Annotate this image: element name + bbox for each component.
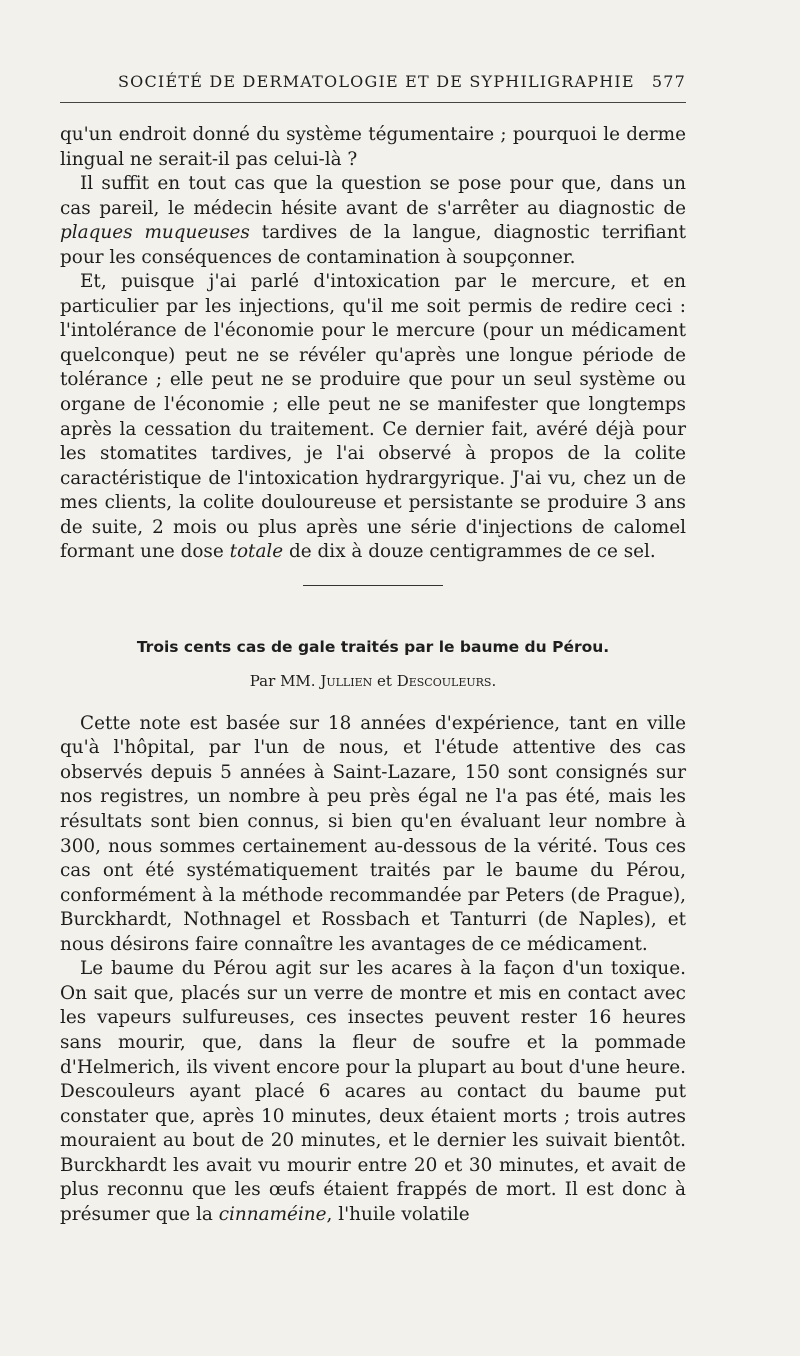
author-name: Jullien [320,671,373,690]
paragraph [60,957,686,1227]
paragraph [60,123,686,172]
paragraph [60,172,686,270]
byline [60,672,686,690]
paragraph-text: Il suffit en tout cas que la question se pose pour que, dans un cas pareil, le médecin hésite avant de s'arrêter au diagnostic de [60,173,686,219]
page [60,72,686,1227]
paragraph-text: Cette note est basée sur 18 années d'expérience, tant en ville qu'à l'hôpital, par l'un de nous, et l'étude attentive des cas observés depuis 5 années à Saint-Lazare, 150 sont consignés sur nos registres, un nombre à peu près égal ne l'a pas été, mais les résultats sont bien connus, si bien qu'en évaluant leur nombre à 300, nous sommes certainement au-dessous de la vérité. Tous ces cas ont été systématiquement traités par le baume du Pérou, conformément à la méthode recommandée par Peters (de Prague), Burckhardt, Nothnagel et Rossbach et Tanturri (de Naples), et nous désirons faire connaître les avantages de ce médicament. [60,712,686,955]
article-title: Trois cents cas de gale traités par le baume du Pérou. [136,637,610,656]
emphasis: totale [229,541,284,563]
byline-conjunction: et [377,671,392,690]
paragraph [60,270,686,565]
author-name: Descouleurs. [396,671,497,690]
paragraph-text: , l'huile volatile [326,1203,470,1225]
byline-prefix: Par MM. [249,671,316,690]
running-header-title: SOCIÉTÉ DE DERMATOLOGIE ET DE SYPHILIGRAPHIE [118,72,635,91]
paragraph-text: Et, puisque j'ai parlé d'intoxication par le mercure, et en particulier par les injections, qu'il me soit permis de redire ceci : l'intolérance de l'économie pour le mercure (pour un médicament quelconque) peut ne se révéler qu'après une longue période de tolérance ; elle peut ne se produire que pour un seul système ou organe de l'économie ; elle peut ne se manifester que longtemps après la cessation du traitement. Ce dernier fait, avéré déjà pour les stomatites tardives, je l'ai observé à propos de la colite caractéristique de l'intoxication hydrargyrique. J'ai vu, chez un de mes clients, la colite douloureuse et persistante se produire 3 ans de suite, 2 mois ou plus après une série d'injections de calomel formant une dose [60,271,686,563]
paragraph-text: de dix à douze centigrammes de ce sel. [283,541,656,563]
emphasis: plaques muqueuses [60,222,250,244]
section-separator [303,585,443,586]
running-header [60,72,686,98]
paragraph-text: Le baume du Pérou agit sur les acares à la façon d'un toxique. On sait que, placés sur un verre de montre et mis en contact avec les vapeurs sulfureuses, ces insectes peuvent rester 16 heures sans mourir, que, dans la fleur de soufre et la pommade d'Helmerich, ils vivent encore pour la plupart au bout d'une heure. Descouleurs ayant placé 6 acares au contact du baume put constater que, après 10 minutes, deux étaient morts ; trois autres mouraient au bout de 20 minutes, et le dernier les suivait bientôt. Burckhardt les avait vu mourir entre 20 et 30 minutes, et avait de plus reconnu que les œufs étaient frappés de mort. Il est donc à présumer que la [60,958,686,1225]
paragraph-text: qu'un endroit donné du système tégumentaire ; pourquoi le derme lingual ne serait-il pas celui-là ? [60,124,686,170]
emphasis: cinnaméine [218,1203,327,1225]
paragraph-text: tardives de la langue, diagnostic terrifiant pour les conséquences de contamination à soupçonner. [60,222,686,268]
paragraph [60,712,686,957]
header-rule [60,102,686,103]
page-number: 577 [651,72,686,91]
